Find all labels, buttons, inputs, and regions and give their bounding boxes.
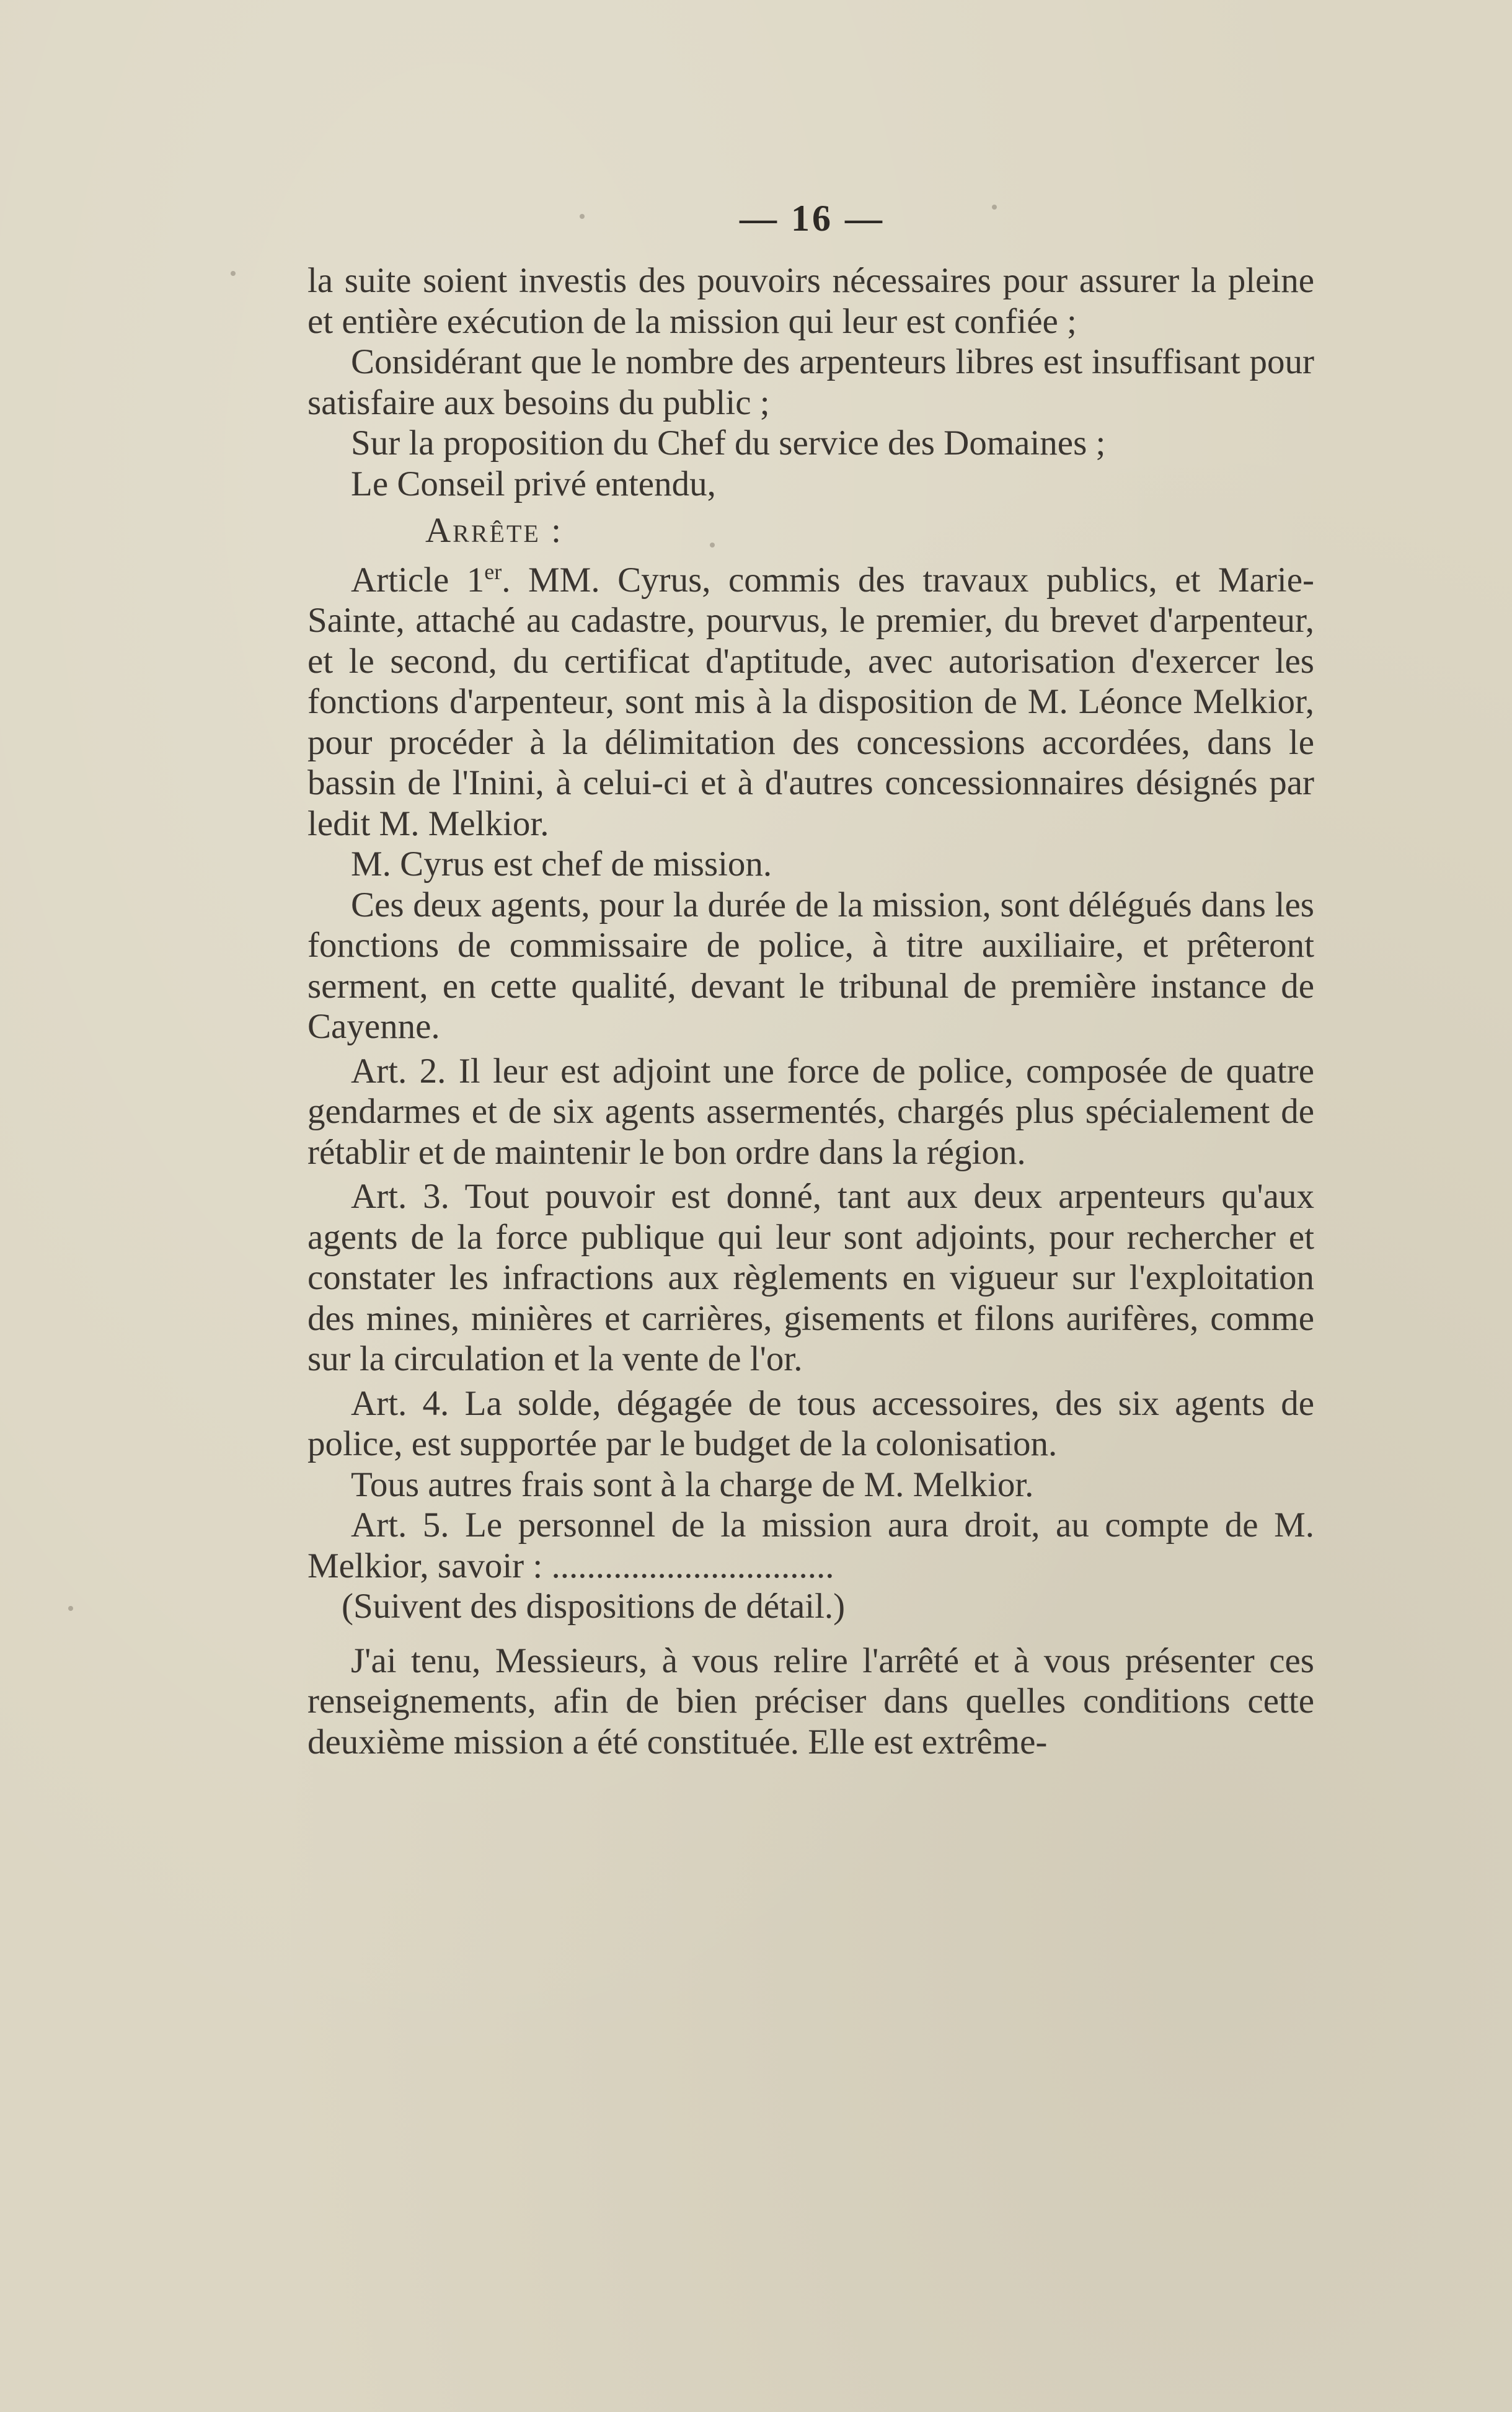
article-1: Article 1er. MM. Cyrus, commis des travaux publics, et Marie-Sainte, attaché au cadastre, pourvus, le premier, du brevet d'arpenteur, et le second, du certificat d'aptitude, avec autorisation d'exercer les fonctions d'arpenteur, sont mis à la disposition de M. Léonce Melkior, pour procéder à la délimitation des concessions accordées, dans le bassin de l'Inini, à celui-ci et à d'autres concessionnaires désignés par ledit M. Melkior. [307,559,1314,843]
paper-speck [710,543,715,548]
paragraph-suivent: (Suivent des dispositions de détail.) [342,1587,846,1626]
article-5: Art. 5. Le personnel de la mission aura droit, au compte de M. Melkior, savoir : ................................ [307,1505,1314,1585]
arrete-heading: Arrête : [425,511,563,550]
paragraph-closing: J'ai tenu, Messieurs, à vous relire l'arrêté et à vous présenter ces renseignements, afin de bien préciser dans quelles conditions cette deuxième mission a été constituée. Elle est extrême- [307,1641,1314,1762]
body-text [307,260,1314,1762]
paper-speck [68,1606,73,1611]
paper-speck [580,214,585,219]
article-3: Art. 3. Tout pouvoir est donné, tant aux deux arpenteurs qu'aux agents de la force publique qui leur sont adjoints, pour rechercher et constater les infractions aux règlements en vigueur sur l'exploitation des mines, minières et carrières, gisements et filons aurifères, comme sur la circulation et la vente de l'or. [307,1177,1314,1378]
paragraph-proposition: Sur la proposition du Chef du service des Domaines ; [351,423,1106,463]
page-number: — 16 — [740,198,885,239]
paragraph-agents: Ces deux agents, pour la durée de la mission, sont délégués dans les fonctions de commissaire de police, à titre auxiliaire, et prêteront serment, en cette qualité, devant le tribunal de première instance de Cayenne. [307,885,1314,1046]
paragraph-chef-mission: M. Cyrus est chef de mission. [351,845,772,884]
paper-speck [231,271,236,276]
paragraph-continuation: la suite soient investis des pouvoirs nécessaires pour assurer la pleine et entière exécution de la mission qui leur est confiée ; [307,261,1314,341]
paragraph-frais: Tous autres frais sont à la charge de M. Melkior. [351,1465,1034,1504]
article-1-prefix: Article 1 [351,560,485,600]
article-1-text: MM. Cyrus, commis des travaux publics, et Marie-Sainte, attaché au cadastre, pourvus, le premier, du brevet d'arpenteur, et le second, du certificat d'aptitude, avec autorisation d'exercer les fonctions d'arpenteur, sont mis à la disposition de M. Léonce Melkior, pour procéder à la délimitation des concessions accordées, dans le bassin de l'Inini, à celui-ci et à d'autres concessionnaires désignés par ledit M. Melkior. [307,560,1314,843]
paper-speck [992,205,997,210]
paragraph-considerant: Considérant que le nombre des arpenteurs libres est insuffisant pour satisfaire aux besoins du public ; [307,342,1314,422]
article-2: Art. 2. Il leur est adjoint une force de police, composée de quatre gendarmes et de six agents assermentés, chargés plus spécialement de rétablir et de maintenir le bon ordre dans la région. [307,1051,1314,1172]
paragraph-conseil: Le Conseil privé entendu, [351,464,716,503]
article-4: Art. 4. La solde, dégagée de tous accessoires, des six agents de police, est supportée par le budget de la colonisation. [307,1383,1314,1463]
article-1-sup: er [484,559,502,584]
